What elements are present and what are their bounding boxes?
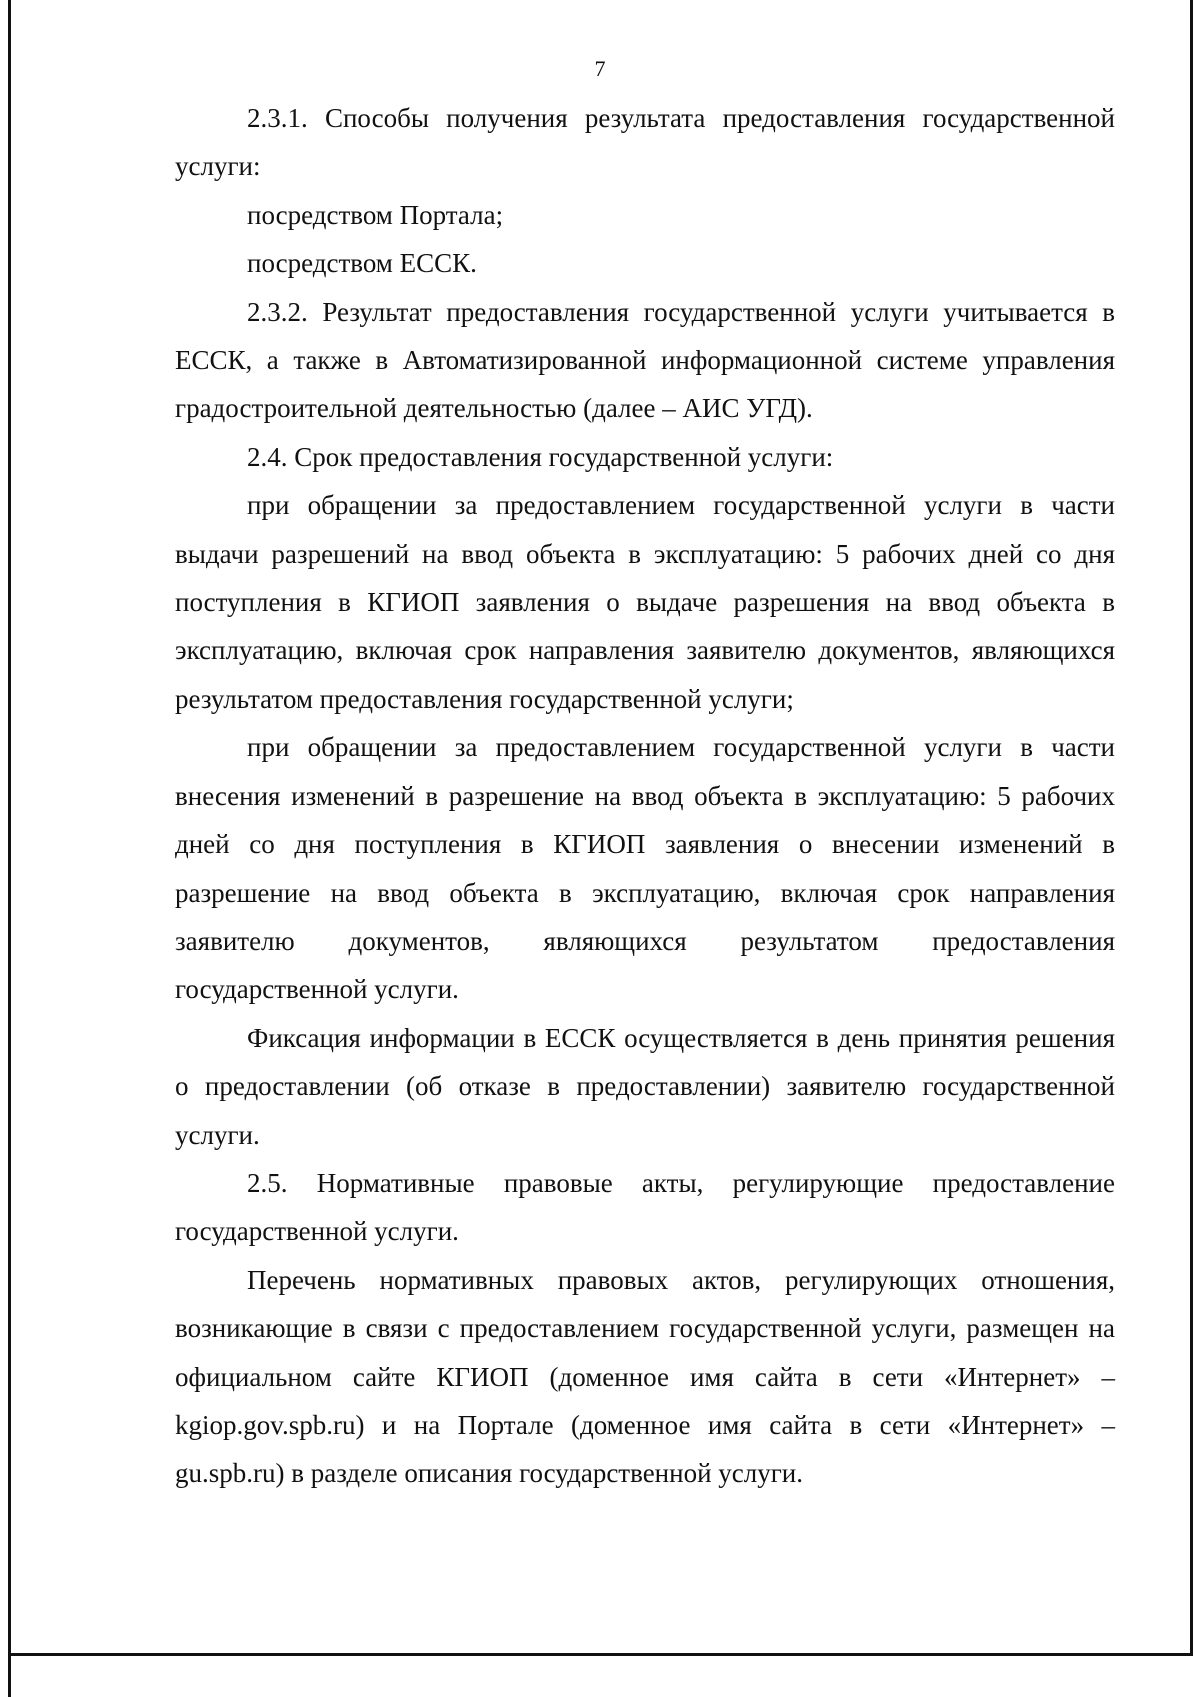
paragraph-term-changes: при обращении за предоставлением государственной услуги в части внесения изменений в разрешение на ввод объекта в эксплуатацию: 5 рабочих дней со дня поступления в КГИОП заявления о внесении изменений в разрешение на ввод объекта в эксплуатацию, включая срок направления заявителю документов, являющихся результатом предоставления государственной услуги. xyxy=(175,732,1115,1005)
scan-border-right xyxy=(1190,0,1193,1655)
paragraph-portal: посредством Портала; xyxy=(247,199,504,230)
paragraph-2-5: 2.5. Нормативные правовые акты, регулирующие предоставление государственной услуги. xyxy=(175,1167,1115,1247)
paragraph-fixation: Фиксация информации в ЕССК осуществляется в день принятия решения о предоставлении (об отказе в предоставлении) заявителю государственной услуги. xyxy=(175,1022,1115,1150)
paragraph-2-3-1: 2.3.1. Способы получения результата предоставления государственной услуги: xyxy=(175,103,1115,182)
scan-border-bottom xyxy=(8,1653,1193,1656)
paragraph-2-3-2: 2.3.2. Результат предоставления государственной услуги учитывается в ЕССК, а также в Автоматизированной информационной системе управления градостроительной деятельностью (далее – АИС УГД). xyxy=(175,296,1115,424)
paragraph-essk: посредством ЕССК. xyxy=(247,248,477,279)
scan-border-left xyxy=(8,0,11,1697)
page-number: 7 xyxy=(594,56,606,81)
paragraph-2-4: 2.4. Срок предоставления государственной услуги: xyxy=(247,441,834,472)
paragraph-acts-list: Перечень нормативных правовых актов, регулирующих отношения, возникающие в связи с предоставлением государственной услуги, размещен на официальном сайте КГИОП (доменное имя сайта в сети «Интернет» – kgiop.gov.spb.ru) и на Портале (доменное имя сайта в сети «Интернет» – gu.spb.ru) в разделе описания государственной услуги. xyxy=(175,1264,1115,1489)
paragraph-term-issue: при обращении за предоставлением государственной услуги в части выдачи разрешений на ввод объекта в эксплуатацию: 5 рабочих дней со дня поступления в КГИОП заявления о выдаче разрешения на ввод объекта в эксплуатацию, включая срок направления заявителю документов, являющихся результатом предоставления государственной услуги; xyxy=(175,490,1115,714)
document-body xyxy=(175,94,1115,1498)
